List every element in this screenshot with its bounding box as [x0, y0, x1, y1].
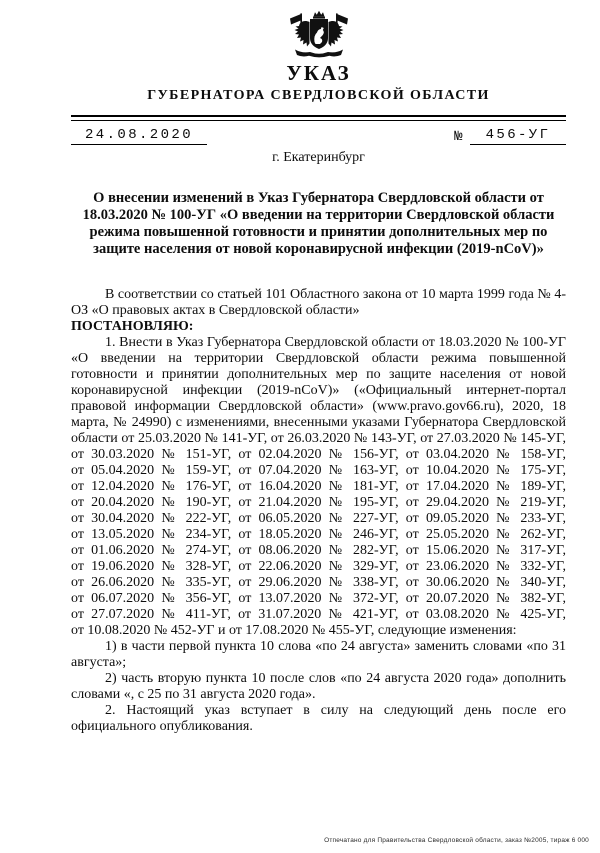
paragraph-subitem-1: 1) в части первой пункта 10 слова «по 24 августа» заменить словами «по 31 августа»;: [71, 639, 566, 670]
issuing-authority-heading: ГУБЕРНАТОРА СВЕРДЛОВСКОЙ ОБЛАСТИ: [147, 88, 490, 103]
print-house-note: Отпечатано для Правительства Свердловской области, заказ №2005, тираж 6 000: [324, 837, 589, 844]
document-body: [71, 287, 566, 735]
paragraph-subitem-2: 2) часть вторую пункта 10 после слов «по 24 августа 2020 года» дополнить словами «, с 25 по 31 августа 2020 года».: [71, 671, 566, 702]
paragraph-item-1-amendments: 1. Внести в Указ Губернатора Свердловской области от 18.03.2020 № 100-УГ «О введении на территории Свердловской области режима повышенной готовности и принятии дополнительных мер по защите населения от новой коронавирусной инфекции (2019-nCoV)» («Официальный интернет-портал правовой информации Свердловской области» (www.pravo.gov66.ru), 2020, 18 марта, № 24990) с изменениями, внесенными указами Губернатора Свердловской области от 25.03.2020 № 141-УГ, от 26.03.2020 № 143-УГ, от 27.03.2020 № 145-УГ, от 30.03.2020 № 151-УГ, от 02.04.2020 № 156-УГ, от 03.04.2020 № 158-УГ, от 05.04.2020 № 159-УГ, от 07.04.2020 № 163-УГ, от 10.04.2020 № 175-УГ, от 12.04.2020 № 176-УГ, от 16.04.2020 № 181-УГ, от 17.04.2020 № 189-УГ, от 20.04.2020 № 190-УГ, от 21.04.2020 № 195-УГ, от 29.04.2020 № 219-УГ, от 30.04.2020 № 222-УГ, от 06.05.2020 № 227-УГ, от 09.05.2020 № 233-УГ, от 13.05.2020 № 234-УГ, от 18.05.2020 № 246-УГ, от 25.05.2020 № 262-УГ, от 01.06.2020 № 274-УГ, от 08.06.2020 № 282-УГ, от 15.06.2020 № 317-УГ, от 19.06.2020 № 328-УГ, от 22.06.2020 № 329-УГ, от 23.06.2020 № 332-УГ, от 26.06.2020 № 335-УГ, от 29.06.2020 № 338-УГ, от 30.06.2020 № 340-УГ, от 06.07.2020 № 356-УГ, от 13.07.2020 № 372-УГ, от 20.07.2020 № 382-УГ, от 27.07.2020 № 411-УГ, от 31.07.2020 № 421-УГ, от 03.08.2020 № 425-УГ, от 10.08.2020 № 452-УГ и от 17.08.2020 № 455-УГ, следующие изменения:: [71, 335, 566, 638]
header-divider: [71, 115, 566, 121]
document-date: 24.08.2020: [71, 127, 207, 145]
number-label: №: [454, 129, 465, 145]
paragraph-resolve-word: ПОСТАНОВЛЯЮ:: [71, 319, 194, 334]
document-title: О внесении изменений в Указ Губернатора Свердловской области от 18.03.2020 № 100-УГ «О введении на территории Свердловской области режима повышенной готовности и принятии дополнительных мер по защите населения от новой коронавирусной инфекции (2019-nCoV)»: [82, 190, 555, 257]
city-line: г. Екатеринбург: [272, 150, 365, 165]
document-type-heading: УКАЗ: [286, 61, 351, 85]
document-number-group: [454, 127, 566, 145]
paragraph-preamble: В соответствии со статьей 101 Областного закона от 10 марта 1999 года № 4-ОЗ «О правовых актах в Свердловской области»: [71, 287, 566, 318]
meta-row: [71, 127, 566, 145]
page-content: [71, 0, 566, 735]
document-number: 456-УГ: [470, 127, 566, 145]
paragraph-item-2-entry-into-force: 2. Настоящий указ вступает в силу на следующий день после его официального опубликования.: [71, 703, 566, 734]
coat-of-arms-icon: [286, 10, 352, 58]
